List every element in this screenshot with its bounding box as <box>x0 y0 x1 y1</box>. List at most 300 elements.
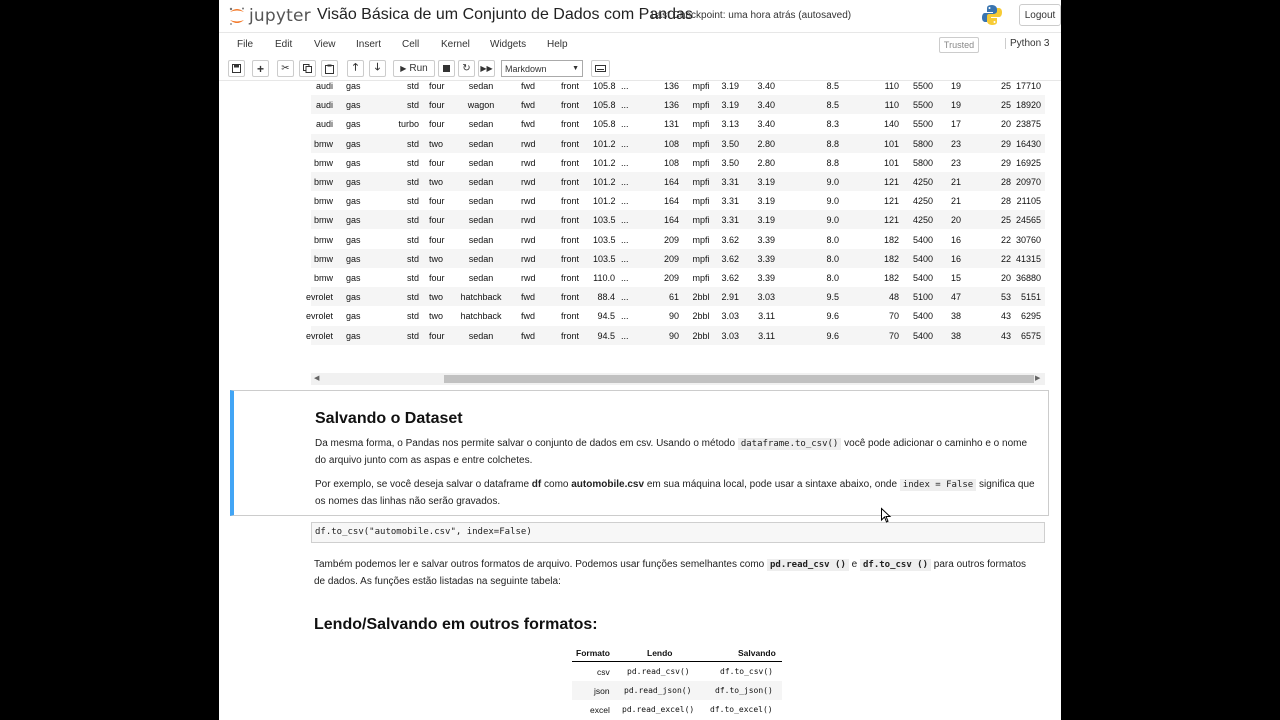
table-cell: 16 <box>950 253 961 264</box>
table-cell: std <box>406 253 419 264</box>
table-cell: std <box>406 138 419 149</box>
table-cell: 4250 <box>912 177 933 187</box>
table-cell: audi <box>315 119 333 130</box>
table-cell: 16430 <box>1015 138 1041 149</box>
scroll-left-icon[interactable]: ◀ <box>314 375 320 382</box>
table-cell: 25 <box>1000 81 1011 91</box>
mouse-cursor-icon <box>881 508 891 524</box>
table-cell: sedan <box>468 234 494 245</box>
table-cell: ... <box>621 292 629 303</box>
table-cell: four <box>429 119 445 130</box>
table-cell: ... <box>621 234 629 245</box>
table-cell: 23 <box>950 157 961 168</box>
table-cell: sedan <box>468 196 494 207</box>
table-cell: 2bbl <box>692 311 710 322</box>
table-cell: 9.6 <box>826 311 839 322</box>
scissors-icon: ✂ <box>281 63 290 74</box>
table-cell: 9.0 <box>826 215 839 226</box>
table-cell: two <box>429 138 444 149</box>
table-cell: sedan <box>468 157 494 168</box>
table-cell: ... <box>621 196 629 207</box>
table-cell: std <box>406 196 419 207</box>
table-cell: 23 <box>950 138 961 149</box>
table-cell: front <box>561 215 580 226</box>
table-cell: 30760 <box>1015 234 1041 245</box>
table-cell: rwd <box>521 273 536 283</box>
notebook-header <box>219 0 1061 32</box>
table-cell: 5400 <box>912 311 933 322</box>
table-cell: 3.19 <box>757 177 775 187</box>
table-cell: 47 <box>950 292 961 303</box>
table-cell: bmw <box>313 234 333 245</box>
table-cell: front <box>561 119 580 130</box>
table-cell: 5800 <box>912 157 933 168</box>
table-cell: 103.5 <box>593 234 616 245</box>
table-cell: 4250 <box>912 215 933 226</box>
table-row: excel pd.read_excel() df.to_excel() <box>590 705 773 715</box>
table-cell: 38 <box>950 330 961 341</box>
table-cell: mpfi <box>692 157 710 168</box>
table-cell: ... <box>621 157 629 168</box>
arrow-down-icon: 🡓 <box>374 62 381 73</box>
table-cell: 105.8 <box>593 119 616 130</box>
interrupt-button[interactable] <box>438 60 455 77</box>
table-cell: bmw <box>313 215 333 226</box>
table-cell: 70 <box>888 311 899 322</box>
table-cell: 43 <box>1000 330 1011 341</box>
table-cell: sedan <box>468 273 494 283</box>
table-cell: gas <box>346 215 361 226</box>
table-row <box>311 268 1045 287</box>
paste-icon <box>325 64 334 74</box>
table-cell: ... <box>621 253 629 264</box>
table-row <box>311 134 1045 153</box>
table-cell: ... <box>621 273 629 283</box>
table-cell: gas <box>346 234 361 245</box>
table-cell: four <box>429 100 445 111</box>
table-cell: 15 <box>950 273 961 283</box>
menu-kernel[interactable]: Kernel <box>441 39 470 50</box>
checkpoint-status: Last Checkpoint: uma hora atrás (autosaved) <box>651 10 852 21</box>
menu-insert[interactable]: Insert <box>356 39 382 50</box>
table-cell: 3.19 <box>757 215 775 226</box>
table-cell: 101.2 <box>593 157 616 168</box>
table-cell: rwd <box>521 196 536 207</box>
table-row <box>311 191 1045 210</box>
table-cell: mpfi <box>692 138 710 149</box>
table-cell: 88.4 <box>597 292 615 303</box>
table-cell: two <box>429 292 444 303</box>
scrollbar-thumb[interactable] <box>444 375 1034 383</box>
table-cell: 3.19 <box>721 100 739 111</box>
table-cell: evrolet <box>305 311 333 322</box>
table-cell: sedan <box>468 177 494 187</box>
table-cell: hatchback <box>460 311 502 322</box>
table-cell: 19 <box>950 100 961 111</box>
copy-button[interactable] <box>299 60 316 77</box>
table-cell: two <box>429 253 444 264</box>
table-cell: fwd <box>521 119 536 130</box>
table-cell: 23875 <box>1015 119 1041 130</box>
menu-edit[interactable]: Edit <box>275 39 293 50</box>
table-cell: std <box>406 292 419 303</box>
table-cell: 182 <box>883 273 899 283</box>
move-up-button[interactable] <box>347 60 364 77</box>
table-cell: sedan <box>468 253 494 264</box>
table-cell: mpfi <box>692 100 710 111</box>
table-cell: ... <box>621 100 629 111</box>
table-cell: front <box>561 100 580 111</box>
table-cell: 101.2 <box>593 196 616 207</box>
table-cell: mpfi <box>692 215 710 226</box>
table-cell: std <box>406 234 419 245</box>
table-cell: four <box>429 234 445 245</box>
notebook-container <box>219 81 1061 720</box>
table-cell: 8.8 <box>826 157 839 168</box>
table-cell: 3.19 <box>721 81 739 91</box>
table-row <box>311 153 1045 172</box>
table-cell: 9.0 <box>826 177 839 187</box>
table-cell: 3.62 <box>721 273 739 283</box>
table-cell: fwd <box>521 81 536 91</box>
table-cell: 19 <box>950 81 961 91</box>
table-cell: front <box>561 273 580 283</box>
table-cell: 21 <box>950 196 961 207</box>
table-cell: wagon <box>467 100 495 111</box>
menu-widgets[interactable]: Widgets <box>490 39 527 50</box>
table-cell: fwd <box>521 330 536 341</box>
horizontal-scrollbar[interactable] <box>311 373 1045 385</box>
table-row <box>305 326 1045 345</box>
table-cell: 20 <box>950 215 961 226</box>
table-cell: 182 <box>883 234 899 245</box>
table-cell: gas <box>346 196 361 207</box>
table-cell: 2.80 <box>757 138 775 149</box>
table-cell: 105.8 <box>593 81 616 91</box>
table-cell: mpfi <box>692 177 710 187</box>
move-down-button[interactable] <box>369 60 386 77</box>
table-cell: 8.3 <box>826 119 839 130</box>
menubar <box>219 32 1061 59</box>
table-cell: 131 <box>663 119 679 130</box>
table-cell: gas <box>346 138 361 149</box>
table-cell: gas <box>346 157 361 168</box>
table-cell: 3.39 <box>757 234 775 245</box>
table-cell: 17 <box>950 119 961 130</box>
table-cell: audi <box>315 100 333 111</box>
table-cell: bmw <box>313 177 333 187</box>
code-cell-input[interactable]: df.to_csv("automobile.csv", index=False) <box>311 522 1045 543</box>
table-cell: four <box>429 81 445 91</box>
table-cell: 5400 <box>912 273 933 283</box>
table-cell: std <box>406 273 419 283</box>
menu-view[interactable]: View <box>314 39 336 50</box>
table-cell: 18920 <box>1015 100 1041 111</box>
table-cell: 2bbl <box>692 292 710 303</box>
table-cell: 8.5 <box>826 100 839 111</box>
table-cell: 3.50 <box>721 157 739 168</box>
table-row <box>311 210 1045 229</box>
table-cell: 53 <box>1000 292 1011 303</box>
table-cell: 3.39 <box>757 253 775 264</box>
table-row <box>311 114 1045 133</box>
table-cell: 101.2 <box>593 138 616 149</box>
table-cell: gas <box>346 273 361 283</box>
table-cell: gas <box>346 81 361 91</box>
table-cell: fwd <box>521 292 536 303</box>
table-cell: sedan <box>468 81 494 91</box>
table-cell: 121 <box>883 215 899 226</box>
jupyter-logo[interactable] <box>228 4 311 28</box>
table-cell: 101.2 <box>593 177 616 187</box>
table-cell: 22 <box>1000 234 1011 245</box>
table-cell: 209 <box>663 253 679 264</box>
table-cell: 8.8 <box>826 138 839 149</box>
table-cell: 41315 <box>1015 253 1041 264</box>
table-cell: 3.11 <box>758 311 775 322</box>
table-cell: front <box>561 292 580 303</box>
restart-button[interactable] <box>458 60 475 77</box>
table-cell: gas <box>346 292 361 303</box>
table-cell: mpfi <box>692 119 710 130</box>
table-row <box>311 249 1045 268</box>
table-row: json pd.read_json() df.to_json() <box>572 681 782 700</box>
fast-forward-icon: ▶▶ <box>480 64 493 73</box>
table-cell: 3.39 <box>757 273 775 283</box>
copy-icon <box>303 64 312 73</box>
table-cell: ... <box>621 138 629 149</box>
run-button-label: Run <box>409 63 428 74</box>
table-cell: 164 <box>663 177 679 187</box>
table-cell: 2bbl <box>692 330 710 341</box>
table-cell: gas <box>346 311 361 322</box>
table-cell: front <box>561 196 580 207</box>
table-cell: 43 <box>1000 311 1011 322</box>
table-cell: 3.31 <box>721 215 739 226</box>
table-cell: 21105 <box>1016 196 1041 207</box>
table-cell: 3.19 <box>757 196 775 207</box>
table-cell: rwd <box>521 253 536 264</box>
table-cell: std <box>406 177 419 187</box>
table-cell: std <box>406 311 419 322</box>
table-cell: 103.5 <box>593 215 616 226</box>
table-cell: bmw <box>313 157 333 168</box>
section-heading-formats: Lendo/Salvando em outros formatos: <box>314 616 598 633</box>
table-cell: 209 <box>663 234 679 245</box>
table-cell: 16925 <box>1015 157 1041 168</box>
table-cell: 3.03 <box>721 330 739 341</box>
notebook-title[interactable]: Visão Básica de um Conjunto de Dados com Pandas <box>317 6 693 23</box>
cell-type-value: Markdown <box>505 63 547 74</box>
table-cell: 20 <box>1000 119 1011 130</box>
plus-icon: + <box>256 61 264 76</box>
table-cell: 136 <box>663 81 679 91</box>
table-cell: 3.40 <box>757 81 775 91</box>
insert-cell-button[interactable] <box>252 60 269 77</box>
table-cell: 29 <box>1000 157 1011 168</box>
menu-file[interactable]: File <box>237 39 254 50</box>
table-cell: 38 <box>950 311 961 322</box>
markdown-cell-selected[interactable] <box>230 390 1049 516</box>
table-cell: 5500 <box>912 119 933 130</box>
table-cell: 5500 <box>912 100 933 111</box>
table-cell: four <box>429 330 445 341</box>
table-cell: bmw <box>313 196 333 207</box>
table-cell: 105.8 <box>593 100 616 111</box>
table-cell: two <box>429 311 444 322</box>
table-cell: 121 <box>883 177 899 187</box>
table-cell: 16 <box>950 234 961 245</box>
table-cell: ... <box>621 119 629 130</box>
table-cell: rwd <box>521 157 536 168</box>
table-cell: gas <box>346 177 361 187</box>
table-cell: 101 <box>883 138 899 149</box>
menu-cell[interactable]: Cell <box>402 39 420 50</box>
paste-button[interactable] <box>321 60 338 77</box>
table-cell: 140 <box>883 119 899 130</box>
run-button[interactable] <box>393 60 435 77</box>
table-cell: 28 <box>1000 196 1011 207</box>
menu-help[interactable]: Help <box>547 39 568 50</box>
inline-code: index = False <box>900 479 976 491</box>
table-cell: sedan <box>468 138 494 149</box>
table-cell: 4250 <box>912 196 933 207</box>
command-palette-button[interactable] <box>591 60 610 77</box>
table-cell: 24565 <box>1015 215 1041 226</box>
table-cell: std <box>406 157 419 168</box>
table-row: csv pd.read_csv() df.to_csv() <box>597 667 773 677</box>
table-cell: ... <box>621 330 629 341</box>
table-cell: mpfi <box>692 234 710 245</box>
table-cell: std <box>406 330 419 341</box>
table-cell: rwd <box>521 234 536 245</box>
table-cell: hatchback <box>460 292 502 303</box>
markdown-paragraph-2: Por exemplo, se você deseja salvar o dataframe df como automobile.csv em sua máquina local, pode usar a sintaxe abaixo, onde index = False significa que os nomes das linhas não serão gravados. <box>315 479 1035 507</box>
formats-table-header: Formato Lendo Salvando <box>572 645 782 662</box>
table-cell: 70 <box>888 330 899 341</box>
inline-code: dataframe.to_csv() <box>738 438 842 450</box>
refresh-icon: ↻ <box>462 63 471 74</box>
table-cell: 8.5 <box>826 81 839 91</box>
table-cell: front <box>561 253 580 264</box>
section-heading: Salvando o Dataset <box>315 410 463 427</box>
table-cell: 8.0 <box>826 253 839 264</box>
table-cell: 5400 <box>912 253 933 264</box>
table-cell: fwd <box>521 100 536 111</box>
table-cell: evrolet <box>305 330 333 341</box>
table-cell: four <box>429 157 445 168</box>
logout-button[interactable]: Logout <box>1019 4 1061 26</box>
table-cell: sedan <box>468 119 494 130</box>
table-cell: front <box>561 330 580 341</box>
table-cell: 94.5 <box>597 330 615 341</box>
table-cell: 25 <box>1000 100 1011 111</box>
table-cell: 90 <box>668 330 679 341</box>
table-cell: 20970 <box>1015 177 1041 187</box>
table-cell: front <box>561 311 580 322</box>
table-cell: 108 <box>663 138 679 149</box>
table-cell: 22 <box>1000 253 1011 264</box>
table-cell: evrolet <box>305 292 333 303</box>
table-cell: gas <box>346 253 361 264</box>
table-cell: 28 <box>1000 177 1011 187</box>
table-cell: 3.03 <box>721 311 739 322</box>
jupyter-logo-text: jupyter <box>249 6 311 26</box>
table-cell: 103.5 <box>593 253 616 264</box>
table-cell: 2.91 <box>721 292 739 303</box>
table-row <box>305 287 1045 306</box>
table-cell: 164 <box>663 196 679 207</box>
cut-button[interactable] <box>277 60 294 77</box>
table-cell: four <box>429 215 445 226</box>
table-cell: 136 <box>663 100 679 111</box>
table-cell: 5400 <box>912 330 933 341</box>
table-cell: mpfi <box>692 253 710 264</box>
table-cell: 8.0 <box>826 234 839 245</box>
table-cell: mpfi <box>692 273 710 283</box>
table-cell: 5500 <box>912 81 933 91</box>
table-cell: 110 <box>884 81 899 91</box>
cell-type-select[interactable] <box>501 60 583 77</box>
table-cell: rwd <box>521 138 536 149</box>
trusted-indicator[interactable]: Trusted <box>939 37 979 53</box>
table-cell: std <box>406 215 419 226</box>
table-cell: front <box>561 157 580 168</box>
table-cell: 21 <box>950 177 961 187</box>
table-row <box>305 306 1045 325</box>
table-cell: std <box>406 100 419 111</box>
arrow-up-icon: 🡑 <box>352 62 359 73</box>
table-cell: 20 <box>1000 273 1011 283</box>
restart-run-all-button[interactable] <box>478 60 495 77</box>
table-cell: 36880 <box>1015 273 1041 283</box>
table-cell: 110.0 <box>593 273 615 283</box>
table-cell: bmw <box>313 273 333 283</box>
table-cell: 6575 <box>1020 330 1041 341</box>
table-cell: 5100 <box>912 292 933 303</box>
jupyter-logo-icon <box>228 6 246 26</box>
table-cell: 3.11 <box>758 330 775 341</box>
table-cell: gas <box>346 100 361 111</box>
save-icon <box>232 64 241 73</box>
table-cell: 8.0 <box>826 273 839 283</box>
table-cell: 25 <box>1000 215 1011 226</box>
table-cell: front <box>561 234 580 245</box>
table-cell: 3.31 <box>721 177 739 187</box>
table-cell: ... <box>621 311 629 322</box>
table-cell: 9.5 <box>826 292 839 303</box>
table-cell: 5800 <box>912 138 933 149</box>
notebook-page <box>219 0 1061 720</box>
table-cell: std <box>406 81 419 91</box>
table-cell: 5151 <box>1020 292 1041 303</box>
table-cell: 3.03 <box>757 292 775 303</box>
markdown-paragraph-3: Também podemos ler e salvar outros formatos de arquivo. Podemos usar funções semelhantes como pd.read_csv () e df.to_csv () para outros formatos de dados. As funções estão listadas na seguinte tabela: <box>314 559 1027 587</box>
table-cell: 2.80 <box>757 157 775 168</box>
table-row <box>311 76 1045 95</box>
table-cell: 6295 <box>1020 311 1041 322</box>
table-cell: 29 <box>1000 138 1011 149</box>
table-cell: 164 <box>663 215 679 226</box>
table-cell: 48 <box>888 292 899 303</box>
table-cell: 3.13 <box>721 119 739 130</box>
scroll-right-icon[interactable]: ▶ <box>1035 375 1041 382</box>
save-button[interactable] <box>228 60 245 77</box>
table-cell: 61 <box>668 292 679 303</box>
table-cell: 3.50 <box>721 138 739 149</box>
table-cell: mpfi <box>692 196 710 207</box>
stop-icon <box>443 65 450 72</box>
